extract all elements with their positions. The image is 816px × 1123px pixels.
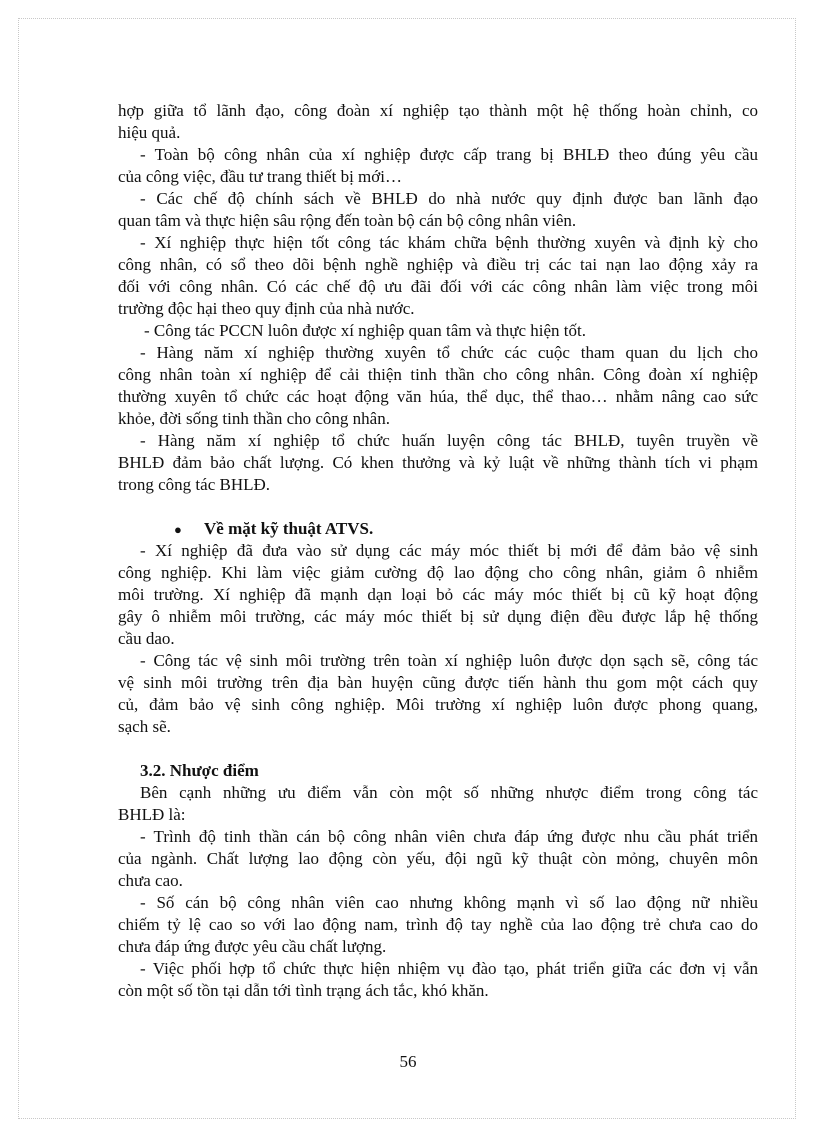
text-line: công nghiệp. Khi làm việc giảm cường độ lao động cho công nhân, giảm ô nhiễm — [118, 563, 758, 582]
text-line: công nhân, có sổ theo dõi bệnh nghề nghiệp và điều trị các tai nạn lao động xảy ra — [118, 255, 758, 274]
section-heading: 3.2. Nhược điểm — [140, 761, 259, 780]
paragraph — [118, 232, 758, 320]
paragraph — [118, 650, 758, 738]
text-line: - Việc phối hợp tổ chức thực hiện nhiệm vụ đào tạo, phát triển giữa các đơn vị vẫn — [140, 959, 758, 978]
paragraph — [118, 958, 758, 1002]
text-line: của ngành. Chất lượng lao động còn yếu, đội ngũ kỹ thuật còn mỏng, chuyên môn — [118, 849, 758, 868]
text-line: - Công tác PCCN luôn được xí nghiệp quan tâm và thực hiện tốt. — [144, 321, 586, 340]
text-line: BHLĐ là: — [118, 805, 186, 824]
paragraph — [118, 430, 758, 496]
text-line: trường độc hại theo quy định của nhà nước. — [118, 299, 415, 318]
paragraph — [118, 100, 758, 144]
text-line: công nhân toàn xí nghiệp để cải thiện tinh thần cho công nhân. Công đoàn xí nghiệp — [118, 365, 758, 384]
text-line: - Công tác vệ sinh môi trường trên toàn xí nghiệp luôn được dọn sạch sẽ, công tác — [140, 651, 758, 670]
text-line: chưa cao. — [118, 871, 183, 890]
text-line: Bên cạnh những ưu điểm vẫn còn một số những nhược điểm trong công tác — [140, 783, 758, 802]
paragraph — [118, 892, 758, 958]
spacer — [118, 738, 758, 760]
page-number: 56 — [399, 1052, 417, 1071]
text-line: hiệu quả. — [118, 123, 181, 142]
heading-text: Về mặt kỹ thuật ATVS. — [204, 519, 374, 538]
bullet-icon: ● — [174, 522, 182, 537]
text-line: môi trường. Xí nghiệp đã mạnh dạn loại bỏ các máy móc thiết bị cũ kỹ hoạt động — [118, 585, 758, 604]
paragraph — [118, 782, 758, 826]
text-line: cầu dao. — [118, 629, 175, 648]
text-line: gây ô nhiễm môi trường, các máy móc thiết bị sử dụng điện đều được lắp hệ thống — [118, 607, 758, 626]
spacer — [118, 496, 758, 518]
text-line: - Toàn bộ công nhân của xí nghiệp được cấp trang bị BHLĐ theo đúng yêu cầu — [140, 145, 758, 164]
paragraph — [118, 188, 758, 232]
paragraph — [118, 320, 758, 342]
text-line: BHLĐ đảm bảo chất lượng. Có khen thưởng và kỷ luật về những thành tích vi phạm — [118, 453, 758, 472]
text-line: - Trình độ tinh thần cán bộ công nhân viên chưa đáp ứng được nhu cầu phát triển — [140, 827, 758, 846]
text-line: khỏe, đời sống tinh thần cho công nhân. — [118, 409, 390, 428]
paragraph — [118, 144, 758, 188]
paragraph — [118, 540, 758, 650]
text-line: của công việc, đầu tư trang thiết bị mới… — [118, 167, 402, 186]
text-line: chiếm tỷ lệ cao so với lao động nam, trình độ tay nghề của lao động trẻ chưa cao do — [118, 915, 758, 934]
text-line: sạch sẽ. — [118, 717, 171, 736]
text-line: thường xuyên tổ chức các hoạt động văn húa, thể dục, thể thao… nhằm nâng cao sức — [118, 387, 758, 406]
text-line: củ, đảm bảo vệ sinh công nghiệp. Môi trường xí nghiệp luôn được phong quang, — [118, 695, 758, 714]
text-line: - Hàng năm xí nghiệp thường xuyên tổ chức các cuộc tham quan du lịch cho — [140, 343, 758, 362]
text-line: còn một số tồn tại dẫn tới tình trạng ách tắc, khó khăn. — [118, 981, 489, 1000]
text-line: quan tâm và thực hiện sâu rộng đến toàn bộ cán bộ công nhân viên. — [118, 211, 577, 230]
text-line: - Số cán bộ công nhân viên cao nhưng không mạnh vì số lao động nữ nhiều — [140, 893, 758, 912]
text-line: - Xí nghiệp thực hiện tốt công tác khám chữa bệnh thường xuyên và định kỳ cho — [140, 233, 758, 252]
text-line: - Hàng năm xí nghiệp tổ chức huấn luyện công tác BHLĐ, tuyên truyền về — [140, 431, 758, 450]
text-line: hợp giữa tổ lãnh đạo, công đoàn xí nghiệp tạo thành một hệ thống hoàn chỉnh, co — [118, 101, 758, 120]
paragraph — [118, 826, 758, 892]
text-line: - Các chế độ chính sách về BHLĐ do nhà nước quy định được ban lãnh đạo — [140, 189, 758, 208]
paragraph — [118, 342, 758, 430]
document-page — [118, 100, 758, 1002]
text-line: vệ sinh môi trường trên địa bàn huyện cũng được tiến hành thu gom một cách quy — [118, 673, 758, 692]
text-line: đối với công nhân. Có các chế độ ưu đãi đối với các công nhân làm việc trong môi — [118, 277, 758, 296]
text-line: - Xí nghiệp đã đưa vào sử dụng các máy móc thiết bị mới để đảm bảo vệ sinh — [140, 541, 758, 560]
text-line: chưa đáp ứng được yêu cầu chất lượng. — [118, 937, 387, 956]
bullet-heading — [118, 518, 758, 540]
text-line: trong công tác BHLĐ. — [118, 475, 271, 494]
